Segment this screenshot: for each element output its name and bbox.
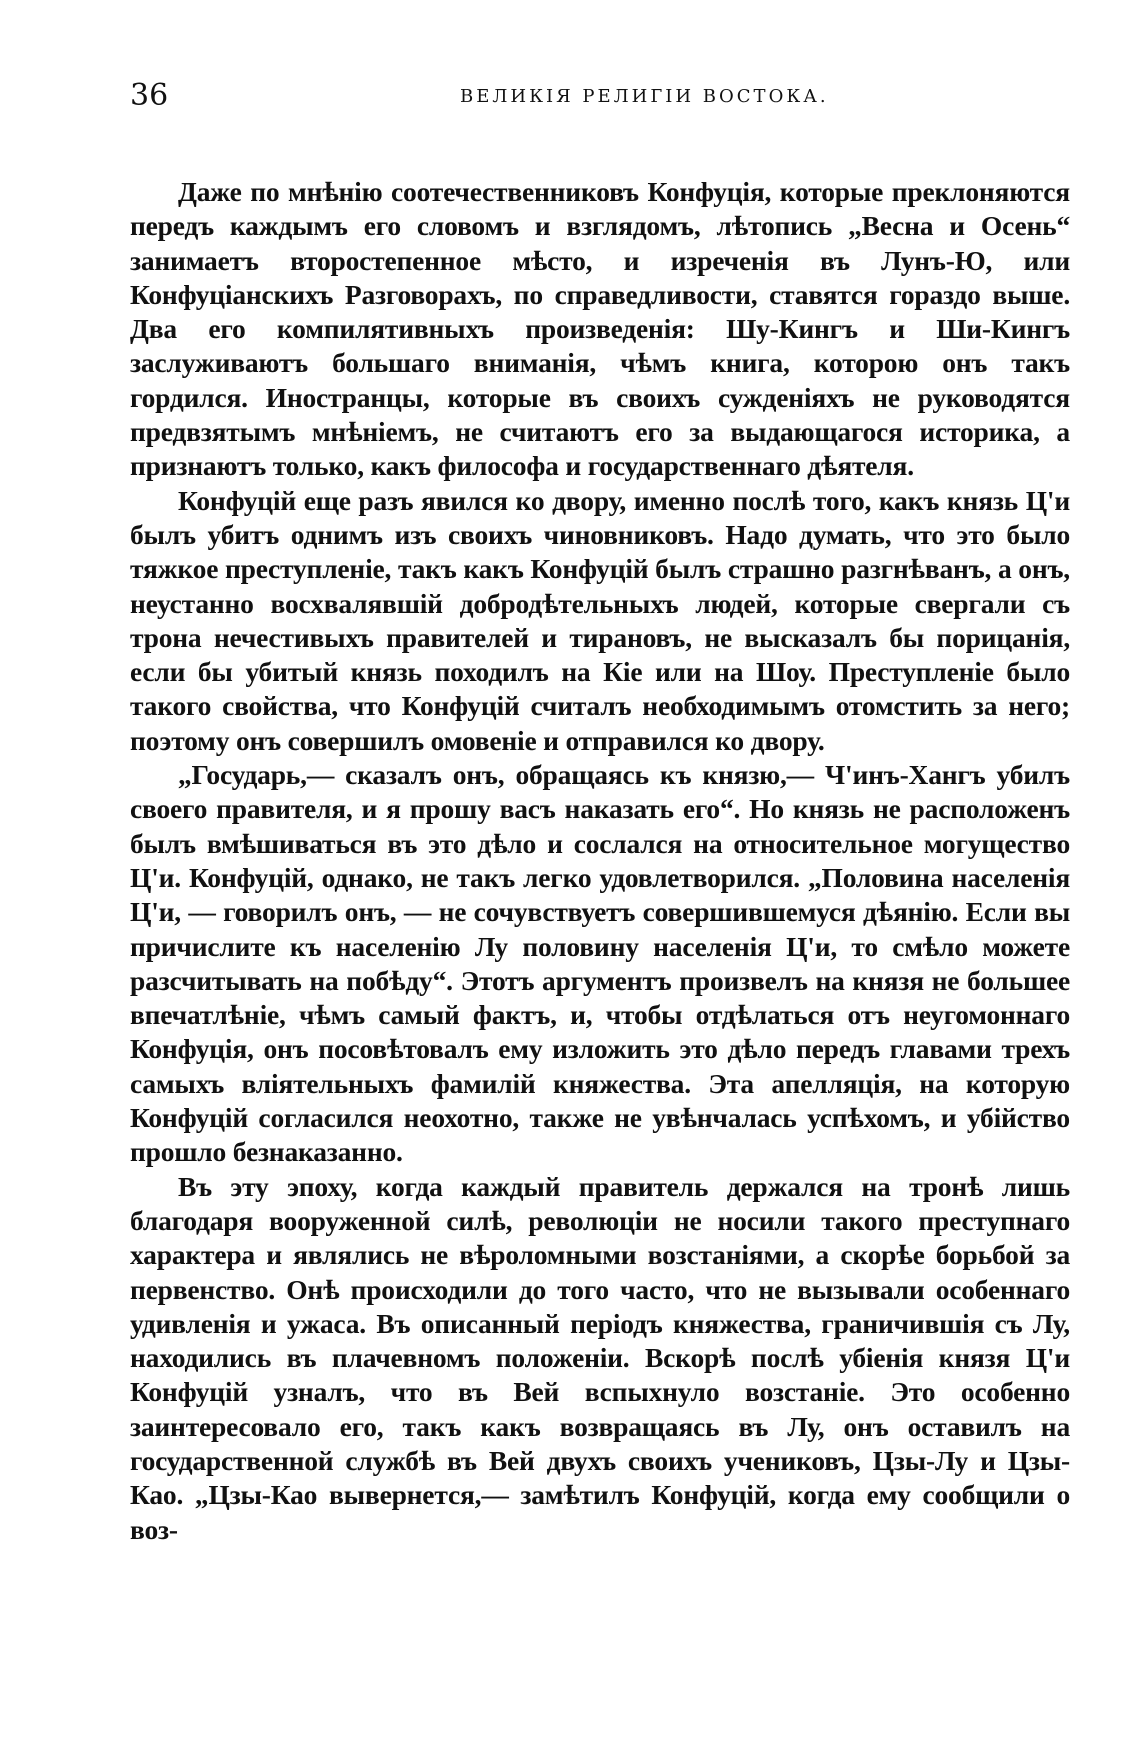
- page-number: 36: [130, 78, 169, 113]
- paragraph-1: Даже по мнѣнію соотечественниковъ Конфуція, которые преклоняются передъ каждымъ его словомъ и взглядомъ, лѣтопись „Весна и Осень“ занимаетъ второстепенное мѣсто, и изреченія въ Лунъ-Ю, или Конфуціанскихъ Разговорахъ, по справедливости, ставятся гораздо выше. Два его компилятивныхъ произведенія: Шу-Кингъ и Ши-Кингъ заслуживаютъ большаго вниманія, чѣмъ книга, которою онъ такъ гордился. Иностранцы, которые въ своихъ сужденіяхъ не руководятся предвзятымъ мнѣніемъ, не считаютъ его за выдающагося историка, а признаютъ только, какъ философа и государственнаго дѣятеля.: [130, 176, 1070, 482]
- page-body: [130, 175, 1070, 1547]
- page-header: [130, 70, 1090, 120]
- paragraph-2: Конфуцій еще разъ явился ко двору, именно послѣ того, какъ князь Ц'и былъ убитъ однимъ изъ своихъ чиновниковъ. Надо думать, что это было тяжкое преступленіе, такъ какъ Конфуцій былъ страшно разгнѣванъ, а онъ, неустанно восхвалявшій добродѣтельныхъ людей, которые свергали съ трона нечестивыхъ правителей и тирановъ, не высказалъ бы порицанія, если бы убитый князь походилъ на Кіе или на Шоу. Преступленіе было такого свойства, что Конфуцій считалъ необходимымъ отомстить за него; поэтому онъ совершилъ омовеніе и отправился ко двору.: [130, 484, 1070, 756]
- running-title: ВЕЛИКІЯ РЕЛИГІИ ВОСТОКА.: [460, 86, 829, 107]
- paragraph-3: „Государь,— сказалъ онъ, обращаясь къ князю,— Ч'инъ-Хангъ убилъ своего правителя, и я прошу васъ наказать его“. Но князь не расположенъ былъ вмѣшиваться въ это дѣло и сослался на относительное могущество Ц'и. Конфуцій, однако, не такъ легко удовлетворился. „Половина населенія Ц'и, — говорилъ онъ, — не сочувствуетъ совершившемуся дѣянію. Если вы причислите къ населенію Лу половину населенія Ц'и, то смѣло можете разсчитывать на побѣду“. Этотъ аргументъ произвелъ на князя не большее впечатлѣніе, чѣмъ самый фактъ, и, чтобы отдѣлаться отъ неугомоннаго Конфуція, онъ посовѣтовалъ ему изложить это дѣло передъ главами трехъ самыхъ вліятельныхъ фамилій княжества. Эта апелляція, на которую Конфуцій согласился неохотно, также не увѣнчалась успѣхомъ, и убійство прошло безнаказанно.: [130, 759, 1070, 1168]
- paragraph-4: Въ эту эпоху, когда каждый правитель держался на тронѣ лишь благодаря вооруженной силѣ, революціи не носили такого преступнаго характера и являлись не вѣроломными возстаніями, а скорѣе борьбой за первенство. Онѣ происходили до того часто, что не вызывали особеннаго удивленія и ужаса. Въ описанный періодъ княжества, граничившія съ Лу, находились въ плачевномъ положеніи. Вскорѣ послѣ убіенія князя Ц'и Конфуцій узналъ, что въ Вей вспыхнуло возстаніе. Это особенно заинтересовало его, такъ какъ возвращаясь въ Лу, онъ оставилъ на государственной службѣ въ Вей двухъ своихъ учениковъ, Цзы-Лу и Цзы-Као. „Цзы-Као вывернется,— замѣтилъ Конфуцій, когда ему сообщили о воз-: [130, 1170, 1070, 1545]
